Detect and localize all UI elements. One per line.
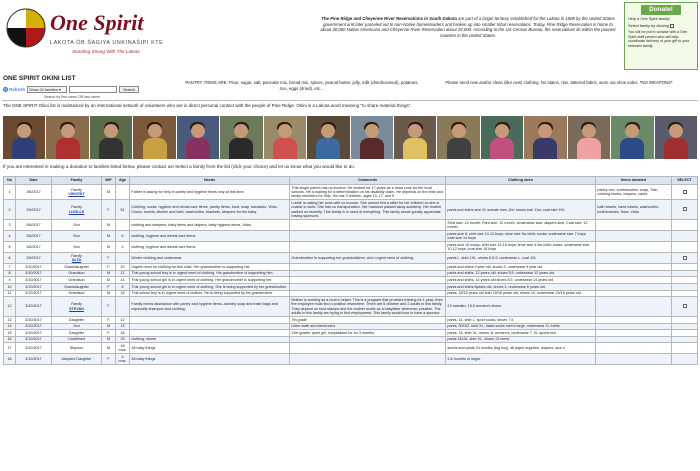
row-number: 11 <box>4 290 16 297</box>
donate-footer-text: You will be put in contact with a One Spirit staff person who will help coordinate delivery of your gift to your selected family. <box>628 30 690 48</box>
table-row[interactable] <box>4 242 698 253</box>
row-age: 15 <box>116 290 130 297</box>
row-date: 3/10/2017 <box>16 264 52 271</box>
row-age: 10 <box>116 264 130 271</box>
refresh-button[interactable] <box>3 87 25 92</box>
row-items-donated: pantry box, toothbrushes, soap, Tide, coloring books, crayons, cards <box>596 185 672 200</box>
row-needs: All baby things <box>130 354 290 365</box>
donate-select-text: Select family by clicking <box>628 23 670 28</box>
row-family <box>52 277 102 284</box>
row-age: 12 <box>116 270 130 277</box>
row-gender: M <box>102 323 116 330</box>
row-clothing-sizes: pants and shirts, 14 years old;shoes 8.5, underwear 14 years old <box>446 277 596 284</box>
table-row[interactable] <box>4 264 698 271</box>
column-header: Age <box>116 177 130 185</box>
row-comments: This single parent has no income. He worked for 17 years as a head cook for the local schools. He is waiting for a determination on his disability claim. He depends on the tribe and family members for help. He has 3 children, ages 13, 17, and 9. <box>290 185 446 200</box>
photo-strip <box>3 116 697 159</box>
row-date: 3/10/2017 <box>16 277 52 284</box>
child-photo <box>568 116 610 159</box>
row-number: 9 <box>4 277 16 284</box>
intro-body: are part of a larger territory established for the Lakota in 1868 by the United States government and later parceled out to non-Native homesteaders and broken up into smaller tribal reservations. Today, Pine Ridge Reservation is home to about 40,000 Native Americans and Cheyenne River Reservation about 20,000. According to the US Census Bureau, the reservations lie within the poorest counties in the United States. <box>320 16 616 38</box>
table-row[interactable] <box>4 336 698 343</box>
row-age: 18 <box>116 330 130 337</box>
show-families-select[interactable]: Show 20 families ▾ <box>27 86 67 93</box>
row-gender: F <box>102 354 116 365</box>
row-number: 2 <box>4 200 16 220</box>
row-clothing-sizes: pants, 15/16 years old shirt 15/16 years old, shoes 10, underwear 15/16 years old. <box>446 290 596 297</box>
member-role: Daughter <box>68 330 85 335</box>
donate-select-row <box>625 22 697 29</box>
row-family <box>52 317 102 324</box>
row-items-donated <box>596 270 672 277</box>
page-header <box>0 0 700 72</box>
row-age: 6 <box>116 284 130 291</box>
row-needs: clothing and sleepers, baby items and diapers, baby hygiene items, Vicks <box>130 220 290 231</box>
row-clothing-sizes: pants 34x34, shirt XL, shoes 13 mens <box>446 336 596 343</box>
member-role: Granddaughter <box>64 264 89 269</box>
family-name-link[interactable]: LUCILLE <box>68 209 85 214</box>
row-comments <box>290 231 446 242</box>
row-gender: F <box>102 253 116 264</box>
table-row[interactable] <box>4 231 698 242</box>
row-select[interactable] <box>672 323 698 330</box>
row-number: 8 <box>4 270 16 277</box>
row-gender: M <box>102 270 116 277</box>
table-row[interactable] <box>4 253 698 264</box>
row-needs: Clothing, socks, hygiene and dental care items, pantry items, food, soap, bandaids, Vicks, Clorox, towels, kitchen and bath, washcloths, blankets, sleepers for the baby. <box>130 200 290 220</box>
row-clothing-sizes <box>446 185 596 200</box>
row-date: 3/10/2017 <box>16 330 52 337</box>
row-age <box>116 297 130 317</box>
table-row[interactable] <box>4 343 698 354</box>
member-role: Grandson <box>68 278 85 282</box>
row-clothing-sizes: 3-6 months or larger <box>446 354 596 365</box>
row-family <box>52 200 102 220</box>
row-clothing-sizes: shorts and pants 24 months (big boy), all paper supplies, diapers, size 4 <box>446 343 596 354</box>
search-hint: Search by first name OR last name <box>44 95 100 99</box>
row-select[interactable] <box>672 354 698 365</box>
donate-panel <box>624 2 698 70</box>
row-gender: F <box>102 284 116 291</box>
row-family <box>52 336 102 343</box>
child-photo <box>351 116 393 159</box>
row-comments <box>290 220 446 231</box>
row-comments <box>290 264 446 271</box>
row-family <box>52 297 102 317</box>
row-number: 1 <box>4 185 16 200</box>
row-date: 3/10/2017 <box>16 284 52 291</box>
row-comments: Likes math and electronics <box>290 323 446 330</box>
row-needs: This young school girl is in urgent need of clothing. Her grandmother is supporting her. <box>130 277 290 284</box>
logo-subtitle: LAKOTA ÓB ŚAGIYA UNKINAŚIPI KTE <box>50 40 164 46</box>
column-header: Comments <box>290 177 446 185</box>
row-date: 3/9/2017 <box>16 200 52 220</box>
row-needs: All baby things <box>130 343 290 354</box>
pantry-note: PANTRY ITEMS ARE: Flour, sugar, salt, pancake mix, bread mix, spices, peanut butter, jelly, milk (dried/canned), potatoes, rice, eggs (dried), etc… <box>185 80 419 91</box>
row-comments: 11th grader, quiet girl, hospitalized for for 3 months <box>290 330 446 337</box>
row-select[interactable] <box>672 317 698 324</box>
row-clothing-sizes: pants and shirts, 12 years old; shoes 5.5, underwear 12 years old. <box>446 270 596 277</box>
member-role: Son <box>73 245 80 250</box>
row-comments: 7th grade <box>290 317 446 324</box>
row-date: 3/10/2017 <box>16 354 52 365</box>
row-comments <box>290 270 446 277</box>
member-role: Son <box>73 223 80 228</box>
row-clothing-sizes: 2X sweater, 10.5 women's shoes <box>446 297 596 317</box>
row-select[interactable] <box>672 284 698 291</box>
row-items-donated <box>596 317 672 324</box>
member-role: Son <box>73 234 80 239</box>
row-number: 15 <box>4 330 16 337</box>
table-row[interactable] <box>4 297 698 317</box>
row-family <box>52 220 102 231</box>
refresh-label: Refresh <box>9 87 26 92</box>
table-row[interactable] <box>4 220 698 231</box>
donate-checkbox[interactable] <box>670 24 674 28</box>
row-date: 3/6/2017 <box>16 231 52 242</box>
row-clothing-sizes: pants size 10 husky; shirt size 14-16 boys; shoe size 4.5w child; socks, underwear size 10-12 boys; coat size 18 boys <box>446 242 596 253</box>
row-number: 5 <box>4 242 16 253</box>
row-comments <box>290 343 446 354</box>
row-needs: This young school boy is in urgent need of clothing. His grandmother is supporting him. <box>130 270 290 277</box>
row-select[interactable] <box>672 185 698 200</box>
row-age: 14 <box>116 277 130 284</box>
row-date: 3/10/2017 <box>16 323 52 330</box>
row-number: 4 <box>4 231 16 242</box>
child-photo <box>220 116 262 159</box>
row-select[interactable] <box>672 330 698 337</box>
row-gender: F <box>102 330 116 337</box>
row-comments: Mother is working as a cook's helper. This is a program that provides training for 1 year--then the employee must find a position elsewhere. There are 5 children and 2 adults in this family. They depend on food stamps and the mother works as a babysitter whenever possible. The adults in this family are trying to find employment. This family would love to have a sponsor. <box>290 297 446 317</box>
row-comments: Lucille is raising her sons with no income. She cannot find a sitter for her children so she is unable to work. She has no transportation. Her husband passed away suddenly. Her mother walked on recently. This family is in need of everything. This family would greatly appreciate having sponsors. <box>290 200 446 220</box>
row-family <box>52 284 102 291</box>
row-needs <box>130 323 290 330</box>
row-gender: M <box>102 290 116 297</box>
row-age: 29 <box>116 336 130 343</box>
family-label: Family <box>71 205 82 210</box>
row-select[interactable] <box>672 253 698 264</box>
row-needs: This school boy is in urgent need of clothes. He is being supported by his grandmother <box>130 290 290 297</box>
row-items-donated <box>596 343 672 354</box>
row-age <box>116 220 130 231</box>
row-clothing-sizes: Shirt size: 12 month; Pant size: 12 month; Underwear size: diapers size; Coat size: 12 month <box>446 220 596 231</box>
logo[interactable] <box>2 2 172 62</box>
column-header: Date <box>16 177 52 185</box>
row-number: 6 <box>4 253 16 264</box>
okini-table <box>3 176 698 365</box>
column-header: Needs <box>130 177 290 185</box>
row-gender: F <box>102 317 116 324</box>
intro-bold: The Pine Ridge and Cheyenne River Reservations in South Dakota <box>321 16 457 21</box>
row-items-donated <box>596 297 672 317</box>
member-role: Undefined <box>68 337 85 342</box>
row-number: 13 <box>4 317 16 324</box>
table-row[interactable] <box>4 323 698 330</box>
row-select[interactable] <box>672 290 698 297</box>
refresh-icon: ↻ <box>3 87 8 92</box>
row-items-donated <box>596 336 672 343</box>
row-needs: clothing, hygiene and dental care items <box>130 231 290 242</box>
row-family <box>52 323 102 330</box>
donate-help-text: Help a One Spirit family! <box>628 16 670 21</box>
search-input[interactable] <box>69 86 117 93</box>
row-gender: F <box>102 200 116 220</box>
row-family <box>52 264 102 271</box>
row-select[interactable] <box>672 336 698 343</box>
column-header: M/F <box>102 177 116 185</box>
medicine-wheel-icon <box>6 8 46 48</box>
row-date: 3/9/2017 <box>16 253 52 264</box>
show-families-value: Show 20 families <box>29 88 58 92</box>
row-gender: M <box>102 336 116 343</box>
column-header: No <box>4 177 16 185</box>
row-select[interactable] <box>672 270 698 277</box>
row-needs: Family needs assistance with pantry and hygiene items--laundry soap and trash bags and especially shampoo and clothing. <box>130 297 290 317</box>
row-family <box>52 343 102 354</box>
row-comments <box>290 336 446 343</box>
row-needs: clothing, shoes <box>130 336 290 343</box>
row-clothing-sizes: pants, 14, shirt L, sport socks, shoes 7.5 <box>446 317 596 324</box>
row-items-donated <box>596 277 672 284</box>
row-number: 14 <box>4 323 16 330</box>
intro-text <box>318 16 618 38</box>
row-items-donated: bath towels, hand towels, washcloths, toothbrushes, floss, Vicks <box>596 200 672 220</box>
row-family <box>52 270 102 277</box>
member-role: Adopted Daughter <box>61 357 92 362</box>
row-age: 13 <box>116 323 130 330</box>
select-checkbox[interactable] <box>683 207 687 211</box>
row-date: 3/10/2017 <box>16 343 52 354</box>
row-items-donated <box>596 290 672 297</box>
logo-title: One Spirit <box>50 10 144 35</box>
table-body <box>4 185 698 365</box>
row-comments <box>290 284 446 291</box>
row-items-donated <box>596 231 672 242</box>
column-header: Family <box>52 177 102 185</box>
member-role: Grandson <box>68 271 85 276</box>
row-number: 18 <box>4 354 16 365</box>
row-select[interactable] <box>672 220 698 231</box>
donate-button[interactable]: Donate! <box>641 5 681 15</box>
page-title: ONE SPIRIT OKINI LIST <box>3 75 76 82</box>
child-photo <box>437 116 479 159</box>
row-age: 6 <box>116 231 130 242</box>
child-photo <box>481 116 523 159</box>
row-age: 51 <box>116 200 130 220</box>
member-role: Grandson <box>68 291 85 296</box>
instructions-text: If you are interested in making a donation to families listed below, please contact us! Select a family from the list (click your choice) and let us know what you would like to do. <box>3 164 356 169</box>
row-comments <box>290 242 446 253</box>
row-family <box>52 231 102 242</box>
table-row[interactable] <box>4 270 698 277</box>
row-gender: M <box>102 220 116 231</box>
select-checkbox[interactable] <box>683 190 687 194</box>
row-items-donated <box>596 284 672 291</box>
row-needs: Winter clothing and underwear <box>130 253 290 264</box>
child-photo <box>264 116 306 159</box>
row-number: 7 <box>4 264 16 271</box>
child-photo <box>46 116 88 159</box>
member-role: Granddaughter <box>64 284 89 289</box>
row-number: 16 <box>4 336 16 343</box>
row-gender: M <box>102 185 116 200</box>
row-items-donated <box>596 323 672 330</box>
row-select[interactable] <box>672 297 698 317</box>
row-gender: F <box>102 297 116 317</box>
family-label: Family <box>71 187 82 192</box>
search-button[interactable]: Search <box>119 86 139 93</box>
logo-tagline: Standing Strong With The Lakota <box>72 49 140 54</box>
row-comments <box>290 290 446 297</box>
row-number: 17 <box>4 343 16 354</box>
child-photo <box>655 116 697 159</box>
table-row[interactable] <box>4 200 698 220</box>
row-number: 12 <box>4 297 16 317</box>
child-photo <box>307 116 349 159</box>
row-select[interactable] <box>672 264 698 271</box>
row-comments: Grandmother is supporting her grandchildren, all in urgent need of clothing. <box>290 253 446 264</box>
column-header: Clothing sizes <box>446 177 596 185</box>
row-date: 3/10/2017 <box>16 317 52 324</box>
row-family <box>52 330 102 337</box>
row-date: 3/6/2017 <box>16 220 52 231</box>
row-date: 3/10/2017 <box>16 270 52 277</box>
row-family <box>52 253 102 264</box>
row-items-donated <box>596 330 672 337</box>
row-age <box>116 185 130 200</box>
row-number: 10 <box>4 284 16 291</box>
row-gender: M <box>102 343 116 354</box>
row-clothing-sizes: pants size 8; shirt size 10-12 boys; shoe size 3w child; socks; underwear size 7 boys; coat size 14 boys <box>446 231 596 242</box>
row-clothing-sizes: pants and shirts 9 year old. shoes 3, underwear 9 year old. <box>446 264 596 271</box>
row-date: 3/10/2017 <box>16 290 52 297</box>
row-select[interactable] <box>672 200 698 220</box>
row-age <box>116 253 130 264</box>
row-family <box>52 185 102 200</box>
row-gender: M <box>102 231 116 242</box>
row-age: 4 <box>116 242 130 253</box>
select-checkbox[interactable] <box>683 304 687 308</box>
row-number: 3 <box>4 220 16 231</box>
row-needs: Urgent need for clothing for this child. Her grandmother is supporting her. <box>130 264 290 271</box>
row-date: 3/10/2017 <box>16 297 52 317</box>
row-clothing-sizes: pants and shirts 6years old, shoes 3, underwear 6 years old <box>446 284 596 291</box>
row-gender: F <box>102 264 116 271</box>
family-label: Family <box>71 253 82 258</box>
family-name-link[interactable]: VINCENT <box>68 192 85 197</box>
table-row[interactable] <box>4 284 698 291</box>
table-row[interactable] <box>4 354 698 365</box>
clothing-note: Please send new and/or clean (like new) clothing. No stains, rips, tattered fabric, worn out shoe soles. *NO WEAPONS* <box>445 80 673 85</box>
column-header: Items donated <box>596 177 672 185</box>
row-needs: This young school girl is in urgent need of clothing. She is being supported by her grandmother. <box>130 284 290 291</box>
member-role: Son <box>73 324 80 329</box>
table-header-row <box>4 177 698 185</box>
child-photo <box>3 116 45 159</box>
child-photo <box>90 116 132 159</box>
row-date: 3/6/2017 <box>16 185 52 200</box>
table-row[interactable] <box>4 317 698 324</box>
row-age: 12 <box>116 317 130 324</box>
table-row[interactable] <box>4 185 698 200</box>
row-select[interactable] <box>672 277 698 284</box>
row-items-donated <box>596 264 672 271</box>
member-role: Daughter <box>68 317 85 322</box>
row-needs <box>130 330 290 337</box>
column-header: SELECT <box>672 177 698 185</box>
table-row[interactable] <box>4 290 698 297</box>
row-clothing-sizes: pants, 18, shirt XL, shoes 11 women's, underwear 7, XL sports bra <box>446 330 596 337</box>
row-family <box>52 354 102 365</box>
row-select[interactable] <box>672 242 698 253</box>
row-clothing-sizes: pants and shirts size XL sweats men–5xl; shoes size 11w; coat size 5XL <box>446 200 596 220</box>
family-name-link[interactable]: STEVAN <box>69 306 84 311</box>
table-row[interactable] <box>4 330 698 337</box>
row-items-donated <box>596 354 672 365</box>
child-photo <box>177 116 219 159</box>
child-photo <box>524 116 566 159</box>
family-name-link[interactable]: ALTA <box>71 258 82 263</box>
row-needs: Father is asking for help in pantry and hygiene items only at this time. <box>130 185 290 200</box>
row-needs <box>130 317 290 324</box>
row-comments <box>290 277 446 284</box>
row-select[interactable] <box>672 343 698 354</box>
divider <box>2 100 698 101</box>
row-items-donated <box>596 242 672 253</box>
row-items-donated <box>596 220 672 231</box>
row-needs: clothing, hygiene and dental care items <box>130 242 290 253</box>
row-gender: M <box>102 277 116 284</box>
row-age: 18 mos. <box>116 343 130 354</box>
row-age: 4 mos. <box>116 354 130 365</box>
row-family <box>52 290 102 297</box>
table-row[interactable] <box>4 277 698 284</box>
child-photo <box>133 116 175 159</box>
select-checkbox[interactable] <box>683 256 687 260</box>
family-label: Family <box>71 302 82 307</box>
member-role: Stepson <box>69 346 84 351</box>
row-items-donated <box>596 253 672 264</box>
row-family <box>52 242 102 253</box>
row-clothing-sizes: pants L, shirt 1XL, shoes 8.5-9, underwear L, coat 1XL <box>446 253 596 264</box>
row-date: 3/10/2017 <box>16 336 52 343</box>
row-gender: M <box>102 242 116 253</box>
list-description: The ONE SPIRIT Okini list is maintained by an international network of volunteers who are in direct personal contact with the people of Pine Ridge. Okini is a Lakota word meaning "to share material things". <box>3 103 412 108</box>
child-photo <box>394 116 436 159</box>
row-select[interactable] <box>672 231 698 242</box>
row-comments <box>290 354 446 365</box>
row-clothing-sizes: pants, 30X32, shirt XL, black socks men's large, underwear XL briefs <box>446 323 596 330</box>
list-controls <box>3 85 139 94</box>
child-photo <box>611 116 653 159</box>
row-date: 3/6/2017 <box>16 242 52 253</box>
